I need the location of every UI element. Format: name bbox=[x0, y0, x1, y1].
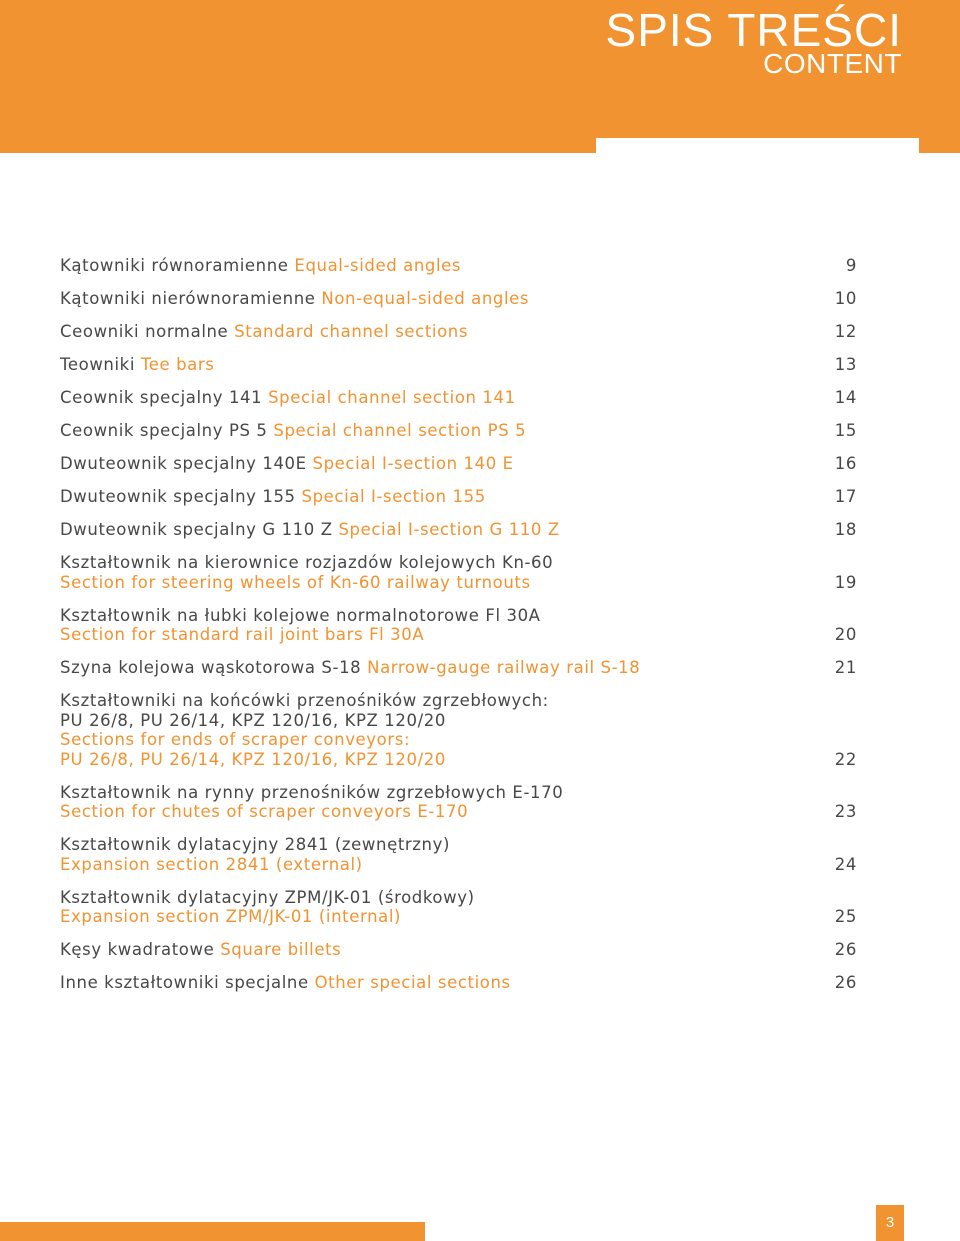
toc-entry-polish: Dwuteownik specjalny G 110 Z bbox=[60, 520, 333, 539]
footer-bar bbox=[0, 1222, 425, 1241]
toc-entry-english: Sections for ends of scraper conveyors: bbox=[60, 730, 411, 749]
toc-entry[interactable] bbox=[60, 256, 857, 276]
toc-entry[interactable] bbox=[60, 454, 857, 474]
toc-entry-english: Non-equal-sided angles bbox=[321, 289, 530, 308]
toc-entry-polish: Szyna kolejowa wąskotorowa S-18 bbox=[60, 658, 362, 677]
toc-page-number: 12 bbox=[834, 322, 857, 341]
toc-entry-english: Section for chutes of scraper conveyors E-170 bbox=[60, 802, 469, 821]
toc-entry-polish: Kątowniki nierównoramienne bbox=[60, 289, 316, 308]
toc-page-number: 23 bbox=[834, 802, 857, 821]
header-notch bbox=[596, 138, 919, 154]
page-subtitle: CONTENT bbox=[763, 48, 902, 79]
toc-entry-english: Standard channel sections bbox=[234, 322, 469, 341]
toc-entry-polish: Kęsy kwadratowe bbox=[60, 940, 215, 959]
toc-entry-english: Section for steering wheels of Kn-60 railway turnouts bbox=[60, 572, 531, 592]
toc-entry[interactable] bbox=[60, 388, 857, 408]
toc-page-number: 16 bbox=[834, 454, 857, 473]
toc-entry-polish: Kształtownik dylatacyjny 2841 (zewnętrzny) bbox=[60, 835, 451, 854]
toc-page-number: 21 bbox=[834, 658, 857, 677]
toc-entry-english: Special channel section PS 5 bbox=[273, 421, 527, 440]
toc-entry-english: Expansion section 2841 (external) bbox=[60, 854, 363, 874]
toc-page-number: 17 bbox=[834, 487, 857, 506]
toc-entry[interactable] bbox=[60, 835, 857, 874]
toc-entry-polish: Ceownik specjalny 141 bbox=[60, 388, 263, 407]
toc-entry-english: Expansion section ZPM/JK-01 (internal) bbox=[60, 907, 402, 926]
toc-entry-polish: Kształtownik na kierownice rozjazdów kolejowych Kn-60 bbox=[60, 553, 554, 572]
toc-entry[interactable] bbox=[60, 658, 857, 678]
toc-entry[interactable] bbox=[60, 940, 857, 960]
toc-entry[interactable] bbox=[60, 553, 857, 592]
toc-entry[interactable] bbox=[60, 973, 857, 993]
toc-page-number: 22 bbox=[834, 749, 857, 769]
toc-entry-english: Tee bars bbox=[140, 355, 215, 374]
table-of-contents bbox=[60, 256, 857, 1006]
toc-entry[interactable] bbox=[60, 487, 857, 507]
toc-page-number: 15 bbox=[834, 421, 857, 440]
toc-page-number: 26 bbox=[834, 973, 857, 992]
toc-entry-english: Special channel section 141 bbox=[268, 388, 516, 407]
toc-entry-polish: Dwuteownik specjalny 155 bbox=[60, 487, 296, 506]
toc-entry-polish: Kształtownik dylatacyjny ZPM/JK-01 (środkowy) bbox=[60, 887, 475, 907]
toc-entry[interactable] bbox=[60, 783, 857, 822]
toc-entry-polish: Inne kształtowniki specjalne bbox=[60, 973, 309, 992]
toc-page-number: 26 bbox=[834, 940, 857, 959]
toc-page-number: 24 bbox=[834, 854, 857, 874]
toc-entry-polish: Kształtowniki na końcówki przenośników zgrzebłowych: bbox=[60, 691, 549, 710]
toc-page-number: 9 bbox=[845, 256, 857, 275]
toc-entry-polish: Kształtownik na łubki kolejowe normalnotorowe Fl 30A bbox=[60, 605, 541, 625]
toc-page-number: 14 bbox=[834, 388, 857, 407]
toc-page-number: 13 bbox=[834, 355, 857, 374]
toc-entry-polish: Ceownik specjalny PS 5 bbox=[60, 421, 268, 440]
toc-entry-english: Narrow-gauge railway rail S-18 bbox=[367, 658, 641, 677]
page-title: SPIS TREŚCI bbox=[605, 4, 902, 56]
toc-entry[interactable] bbox=[60, 691, 857, 769]
toc-entry-polish: Kątowniki równoramienne bbox=[60, 256, 289, 275]
toc-entry[interactable] bbox=[60, 888, 857, 927]
toc-entry[interactable] bbox=[60, 520, 857, 540]
toc-page-number: 20 bbox=[834, 625, 857, 644]
toc-entry[interactable] bbox=[60, 289, 857, 309]
toc-entry-polish: Kształtownik na rynny przenośników zgrzebłowych E-170 bbox=[60, 782, 564, 802]
toc-entry[interactable] bbox=[60, 421, 857, 441]
toc-entry-english: PU 26/8, PU 26/14, KPZ 120/16, KPZ 120/20 bbox=[60, 749, 446, 769]
toc-entry[interactable] bbox=[60, 322, 857, 342]
toc-page-number: 18 bbox=[834, 520, 857, 539]
toc-entry-polish: Teowniki bbox=[60, 355, 135, 374]
toc-page-number: 25 bbox=[834, 907, 857, 926]
toc-entry-english: Section for standard rail joint bars Fl 30A bbox=[60, 625, 425, 644]
toc-entry-english: Special I-section 140 E bbox=[312, 454, 514, 473]
toc-entry[interactable] bbox=[60, 606, 857, 645]
toc-entry-polish: PU 26/8, PU 26/14, KPZ 120/16, KPZ 120/20 bbox=[60, 710, 446, 730]
toc-entry-english: Special I-section 155 bbox=[301, 487, 486, 506]
toc-page-number: 10 bbox=[834, 289, 857, 308]
toc-page-number: 19 bbox=[834, 572, 857, 592]
toc-entry-english: Equal-sided angles bbox=[294, 256, 462, 275]
toc-entry-english: Other special sections bbox=[314, 973, 511, 992]
toc-entry-english: Special I-section G 110 Z bbox=[338, 520, 560, 539]
toc-entry-polish: Ceowniki normalne bbox=[60, 322, 229, 341]
toc-entry-english: Square billets bbox=[220, 940, 342, 959]
page-number-badge: 3 bbox=[876, 1205, 904, 1241]
toc-entry-polish: Dwuteownik specjalny 140E bbox=[60, 454, 307, 473]
toc-entry[interactable] bbox=[60, 355, 857, 375]
